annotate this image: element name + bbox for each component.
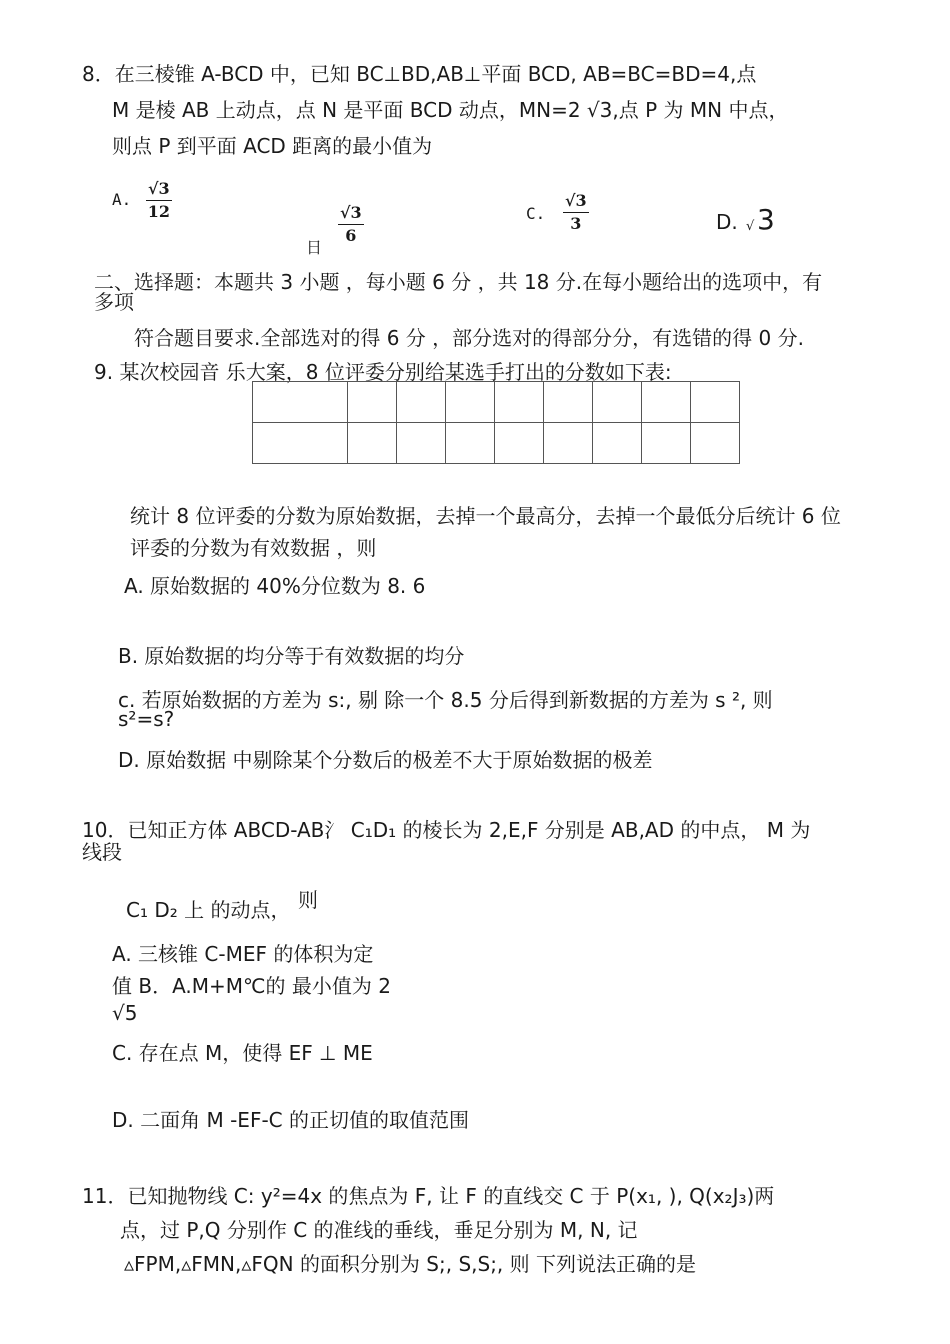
- q11-line-1: 11．已知抛物线 C: y²=4x 的焦点为 F, 让 F 的直线交 C 于 P(x₁, ), Q(x₂J₃)两: [82, 1184, 775, 1208]
- table-cell: [253, 423, 348, 464]
- table-cell: [593, 382, 642, 423]
- q8-option-c-denominator: 3: [570, 214, 582, 233]
- q8-line-3: 则点 P 到平面 ACD 距离的最小值为: [112, 134, 433, 158]
- table-row: [253, 423, 740, 464]
- table-cell: [446, 423, 495, 464]
- table-cell: [348, 423, 397, 464]
- q9-option-c-line-2: s²=s?: [118, 707, 175, 731]
- table-cell: [642, 423, 691, 464]
- q8-line-1: 8．在三棱锥 A-BCD 中，已知 BC⊥BD,AB⊥平面 BCD, AB=BC=BD=4,点: [82, 62, 757, 86]
- table-row: [253, 382, 740, 423]
- q9-option-b: B. 原始数据的均分等于有效数据的均分: [118, 644, 465, 668]
- q9-option-c-line-1: c. 若原始数据的方差为 s:, 剔 除一个 8.5 分后得到新数据的方差为 s ², 则: [118, 688, 773, 712]
- q8-option-d-root-sign: √: [746, 219, 755, 234]
- table-cell: [593, 423, 642, 464]
- q8-option-c-label: C.: [526, 204, 546, 223]
- section2-line-3: 符合题目要求.全部选对的得 6 分 ，部分选对的得部分分，有选错的得 0 分.: [134, 326, 804, 350]
- q8-option-b-numerator: √3: [338, 202, 364, 225]
- q10-option-b-line-2: √5: [112, 1001, 138, 1025]
- table-cell: [397, 382, 446, 423]
- table-cell: [495, 423, 544, 464]
- table-cell: [544, 423, 593, 464]
- table-cell: [446, 382, 495, 423]
- q10-line-3-suffix: 则: [298, 888, 318, 912]
- q10-option-c: C. 存在点 M，使得 EF ⊥ ME: [112, 1041, 373, 1065]
- q10-option-d: D. 二面角 M -EF-C 的正切值的取值范围: [112, 1108, 469, 1132]
- q8-option-b-label: 日: [306, 238, 323, 257]
- table-cell: [642, 382, 691, 423]
- q11-line-2: 点，过 P,Q 分别作 C 的准线的垂线，垂足分别为 M, N, 记: [120, 1218, 638, 1242]
- q10-line-3: C₁ D₂ 上 的动点，: [126, 898, 291, 922]
- q8-line-2: M 是棱 AB 上动点，点 N 是平面 BCD 动点，MN=2 √3,点 P 为 MN 中点，: [112, 98, 789, 122]
- section2-line-2: 多项: [94, 290, 134, 314]
- table-cell: [348, 382, 397, 423]
- q8-option-d-label: D.: [716, 210, 738, 234]
- q9-description-2: 评委的分数为有效数据 ，则: [130, 536, 377, 560]
- table-cell: [691, 382, 740, 423]
- q8-option-c-fraction: [563, 190, 589, 235]
- q10-option-b-line-1: 值 B．A.M+M℃的 最小值为 2: [112, 974, 391, 998]
- q10-line-2: 线段: [82, 840, 122, 864]
- table-cell: [495, 382, 544, 423]
- q8-option-c-numerator: √3: [563, 190, 589, 213]
- table-cell: [253, 382, 348, 423]
- q8-option-d-value: 3: [757, 203, 775, 236]
- q8-option-a-label: A.: [112, 190, 132, 209]
- table-cell: [544, 382, 593, 423]
- q10-line-1: 10．已知正方体 ABCD-AB氵 C₁D₁ 的棱长为 2,E,F 分别是 AB,AD 的中点， M 为: [82, 818, 811, 842]
- table-cell: [397, 423, 446, 464]
- table-cell: [691, 423, 740, 464]
- q8-option-a-numerator: √3: [146, 178, 172, 201]
- q10-option-a: A. 三核锥 C-MEF 的体积为定: [112, 942, 374, 966]
- q8-option-a-fraction: [146, 178, 172, 223]
- q8-option-b-denominator: 6: [345, 226, 357, 245]
- q9-option-d: D. 原始数据 中剔除某个分数后的极差不大于原始数据的极差: [118, 748, 653, 772]
- q8-option-a-denominator: 12: [147, 202, 170, 221]
- q11-line-3: ▵FPM,▵FMN,▵FQN 的面积分别为 S;, S,S;, 则 下列说法正确的是: [124, 1252, 697, 1276]
- q9-option-a: A. 原始数据的 40%分位数为 8. 6: [124, 574, 426, 598]
- q8-option-b-fraction: [338, 202, 364, 247]
- q9-stem: 9. 某次校园音 乐大案，8 位评委分别给某选手打出的分数如下表:: [94, 360, 672, 384]
- q9-score-table: [252, 381, 740, 464]
- q9-description-1: 统计 8 位评委的分数为原始数据，去掉一个最高分，去掉一个最低分后统计 6 位: [130, 504, 841, 528]
- section2-line-1: 二、选择题：本题共 3 小题 ，每小题 6 分 ，共 18 分.在每小题给出的选项中，有: [94, 270, 823, 294]
